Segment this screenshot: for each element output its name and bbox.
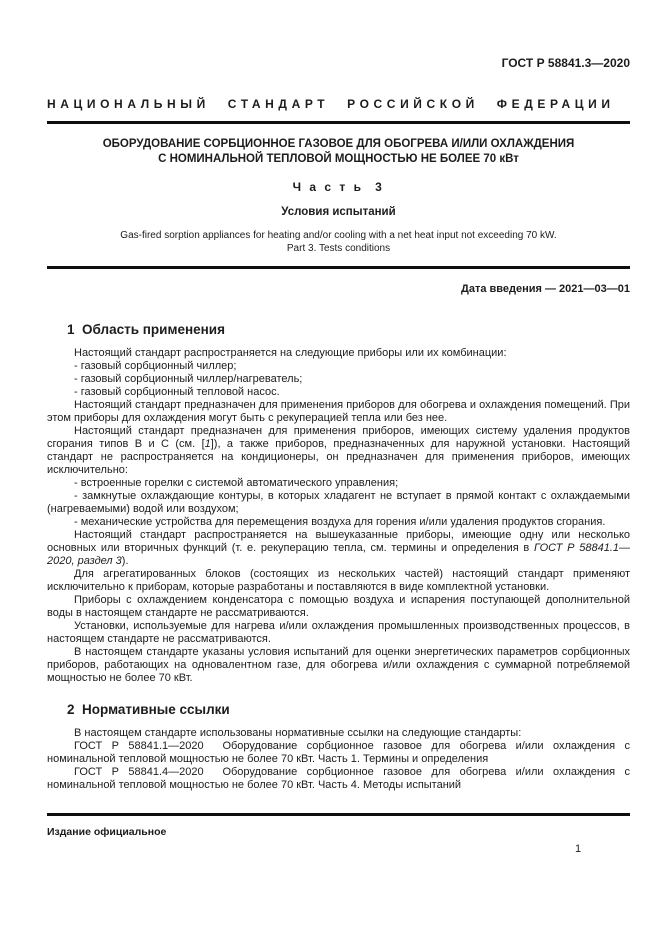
footer-rule <box>47 813 630 816</box>
paragraph: Для агрегатированных блоков (состоящих из нескольких частей) настоящий стандарт применяют исключительно к приборам, которые разработаны и поставляются в виде комплектной установки. <box>47 568 630 593</box>
paragraph-text: ). <box>121 555 129 567</box>
doc-title-ru-line2: С НОМИНАЛЬНОЙ ТЕПЛОВОЙ МОЩНОСТЬЮ НЕ БОЛЕЕ 70 кВт <box>158 153 519 165</box>
introduction-date: Дата введения — 2021—03—01 <box>461 283 630 295</box>
page-number: 1 <box>575 843 582 855</box>
title-rule <box>47 266 630 269</box>
list-item: - встроенные горелки с системой автоматического управления; <box>74 477 399 489</box>
doc-number: ГОСТ Р 58841.3—2020 <box>501 56 630 70</box>
page-footer <box>47 813 630 855</box>
part-label: Ч а с т ь 3 <box>292 180 385 194</box>
section2-heading: 2 Нормативные ссылки <box>67 702 230 717</box>
header-rule <box>47 121 630 124</box>
paragraph <box>47 425 630 477</box>
standard-reference: ГОСТ Р 58841.1—2020, раздел 3 <box>47 542 630 567</box>
doc-subtitle-ru: Условия испытаний <box>281 206 396 218</box>
list-item: - механические устройства для перемещения воздуха для горения и/или удаления продуктов сгорания. <box>74 516 606 528</box>
list-item: - замкнутые охлаждающие контуры, в которых хладагент не вступает в прямой контакт с охлаждаемыми (нагреваемыми) водой или воздухом; <box>47 490 630 515</box>
normative-reference: ГОСТ Р 58841.1—2020 Оборудование сорбционное газовое для обогрева и/или охлаждения с номинальной тепловой мощностью не более 70 кВт. Часть 1. Термины и определения <box>47 740 630 765</box>
section1-heading: 1 Область применения <box>67 322 225 337</box>
doc-title-en-line1: Gas-fired sorption appliances for heating and/or cooling with a net heat input not exceeding 70 kW. <box>120 230 557 241</box>
list-item: - газовый сорбционный тепловой насос. <box>74 386 280 398</box>
paragraph-text: ]), а также приборов, предназначенных для наружной установки. Настоящий стандарт не распространяется на кондиционеры, он предназначен для применения приборов, имеющих исключительно: <box>47 438 630 476</box>
paragraph-text: Настоящий стандарт распространяется на вышеуказанные приборы, имеющие одну или несколько основных или вторичных функций (т. е. рекуперацию тепла, см. термины и определения в <box>47 529 630 554</box>
paragraph: Установки, используемые для нагрева и/или охлаждения промышленных производственных процессов, в настоящем стандарте не рассматриваются. <box>47 620 630 645</box>
bibliography-reference: 1 <box>204 438 211 450</box>
paragraph: В настоящем стандарте использованы нормативные ссылки на следующие стандарты: <box>74 727 522 739</box>
national-standard-header: НАЦИОНАЛЬНЫЙ СТАНДАРТ РОССИЙСКОЙ ФЕДЕРАЦИИ <box>47 97 615 111</box>
paragraph: Приборы с охлаждением конденсатора с помощью воздуха и испарения поступающей дополнительной воды в настоящем стандарте не рассматриваются. <box>47 594 630 619</box>
edition-note: Издание официальное <box>47 826 167 838</box>
paragraph <box>47 529 630 568</box>
paragraph: Настоящий стандарт предназначен для применения приборов для обогрева и охлаждения помещений. При этом приборы для охлаждения могут быть с рекуперацией тепла или без нее. <box>47 399 630 424</box>
paragraph-text: Настоящий стандарт предназначен для применения приборов, имеющих систему удаления продуктов сгорания типов В и С (см. [ <box>47 425 630 450</box>
doc-title-ru-line1: ОБОРУДОВАНИЕ СОРБЦИОННОЕ ГАЗОВОЕ ДЛЯ ОБОГРЕВА И/ИЛИ ОХЛАЖДЕНИЯ <box>102 138 575 150</box>
doc-title-en-line2: Part 3. Tests conditions <box>286 243 391 254</box>
paragraph: В настоящем стандарте указаны условия испытаний для оценки энергетических параметров сорбционных приборов, работающих на одновалентном газе, для обогрева и/или охлаждения с суммарной потребляемой мощностью не более 70 кВт. <box>47 646 630 684</box>
paragraph: Настоящий стандарт распространяется на следующие приборы или их комбинации: <box>74 347 507 359</box>
normative-reference: ГОСТ Р 58841.4—2020 Оборудование сорбционное газовое для обогрева и/или охлаждения с номинальной тепловой мощностью не более 70 кВт. Часть 4. Методы испытаний <box>47 766 630 791</box>
list-item: - газовый сорбционный чиллер; <box>74 360 237 372</box>
list-item: - газовый сорбционный чиллер/нагреватель; <box>74 373 303 385</box>
